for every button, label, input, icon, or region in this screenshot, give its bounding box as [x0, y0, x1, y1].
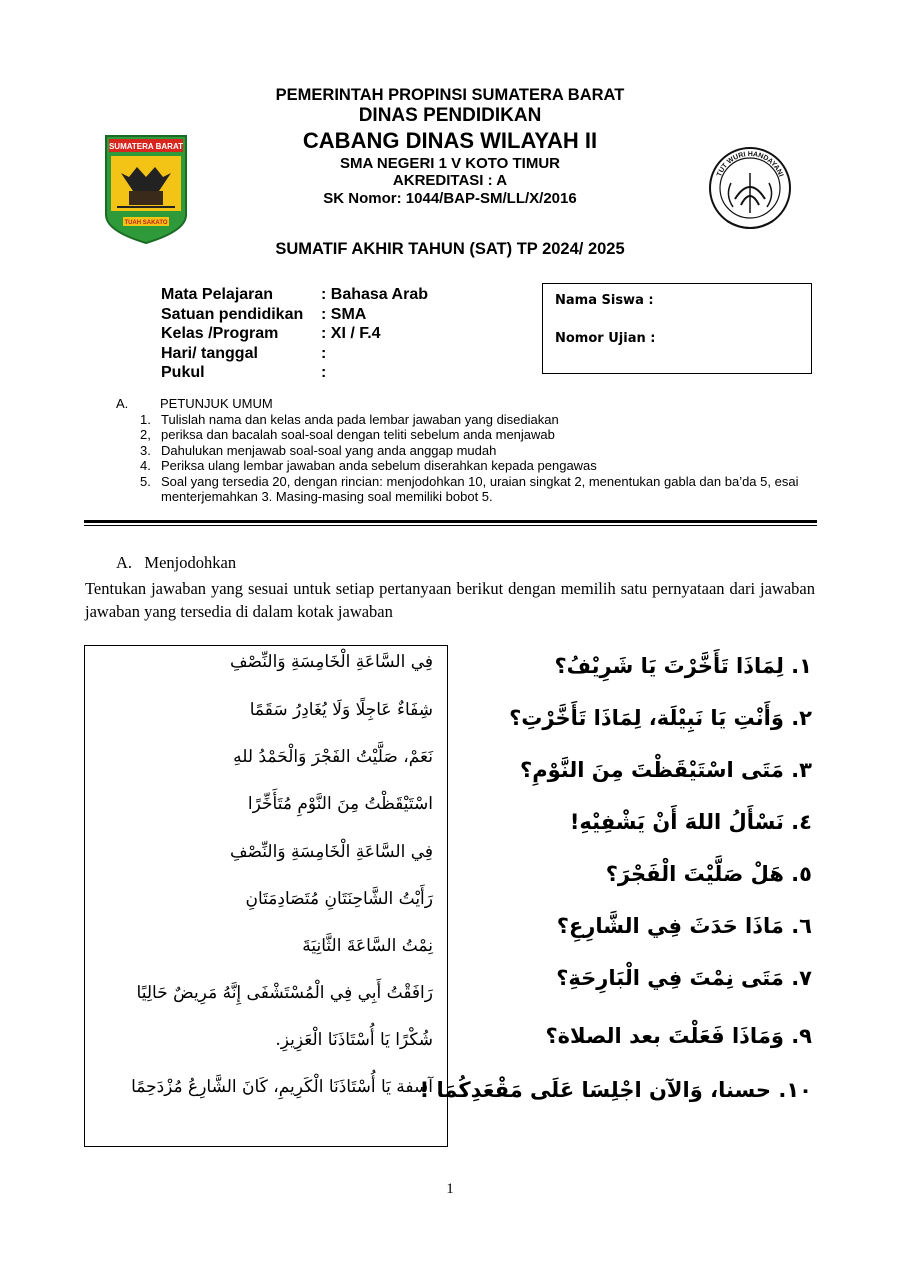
list-item-text: periksa dan bacalah soal-soal dengan teliti sebelum anda menjawab	[161, 427, 555, 442]
list-item	[116, 412, 816, 428]
branch-office-name: CABANG DINAS WILAYAH II	[302, 127, 598, 153]
accreditation: AKREDITASI : A	[392, 172, 508, 190]
answer-option: اسْتَيْقَظْتُ مِنَ النَّوْمِ مُتَأَخِّرًا	[247, 794, 433, 814]
info-value: : XI / F.4	[321, 325, 381, 342]
info-label: Kelas /Program	[161, 325, 279, 342]
info-label: Mata Pelajaran	[161, 286, 274, 303]
info-value: :	[321, 364, 327, 381]
question-item: ٥. هَلْ صَلَّيْتَ الْفَجْرَ؟	[605, 862, 812, 886]
exam-info	[161, 285, 428, 383]
info-value: : SMA	[321, 305, 367, 323]
student-name-label: Nama Siswa :	[555, 293, 654, 308]
exam-title: SUMATIF AKHIR TAHUN (SAT) TP 2024/ 2025	[275, 240, 625, 258]
instructions-title: PETUNJUK UMUM	[160, 396, 273, 411]
instructions-letter: A.	[116, 396, 129, 411]
question-item: ٣. مَتَى اسْتَيْقَظْتَ مِنَ النَّوْمِ؟	[520, 758, 812, 782]
department-name: DINAS PENDIDIKAN	[358, 104, 542, 126]
answer-option: رَافَقْتُ أَبِي فِي الْمُسْتَشْفَى إِنَّهُ مَرِيضٌ حَالِيًا	[136, 983, 433, 1003]
list-item-number: 3.	[140, 442, 151, 458]
svg-text:TUAH SAKATO: TUAH SAKATO	[124, 220, 168, 226]
list-item-number: 5.	[140, 473, 151, 489]
question-item: ١٠. حسنا، وَالآن اجْلِسَا عَلَى مَقْعَدِكُمَا !	[419, 1078, 812, 1102]
divider	[84, 520, 817, 523]
svg-text:TUT WURI HANDAYANI: TUT WURI HANDAYANI	[715, 150, 785, 178]
question-item: ٧. مَتَى نِمْتَ فِي الْبَارِحَةِ؟	[556, 966, 812, 990]
info-row-class	[161, 324, 428, 344]
list-item-text: Dahulukan menjawab soal-soal yang anda anggap mudah	[161, 442, 497, 458]
student-identity-box	[542, 283, 812, 374]
list-item	[116, 474, 816, 505]
section-title: A. Menjodohkan	[116, 553, 237, 572]
info-row-unit	[161, 305, 428, 325]
answer-option: آسفة يَا أُسْتَاذَنَا الْكَرِيمِ، كَانَ الشَّارِعُ مُزْدَحِمًا	[131, 1077, 433, 1097]
page-number: 1	[446, 1181, 454, 1197]
decree-number: SK Nomor: 1044/BAP-SM/LL/X/2016	[323, 189, 577, 207]
answer-option: نَعَمْ، صَلَّيْتُ الفَجْرَ وَالْحَمْدُ للهِ	[233, 747, 433, 767]
svg-text:SUMATERA BARAT: SUMATERA BARAT	[108, 142, 184, 151]
school-name: SMA NEGERI 1 V KOTO TIMUR	[339, 155, 561, 173]
answer-option: فِي السَّاعَةِ الْخَامِسَةِ وَالنِّصْفِ	[229, 842, 433, 862]
question-item: ٦. مَاذَا حَدَثَ فِي الشَّارِعِ؟	[556, 914, 812, 938]
answer-option: فِي السَّاعَةِ الْخَامِسَةِ وَالنِّصْفِ	[229, 652, 433, 672]
info-row-date	[161, 344, 428, 364]
instructions-heading	[116, 396, 816, 412]
answer-box	[84, 645, 448, 1147]
answer-option: نِمْتُ السَّاعَةَ الثَّانِيَةَ	[302, 936, 433, 956]
question-item: ٢. وَأَنْتِ يَا نَبِيْلَة، لِمَاذَا تَأَخَّرْتِ؟	[509, 706, 812, 730]
info-row-time	[161, 363, 428, 383]
info-value: :	[321, 344, 327, 362]
list-item-text: Soal yang tersedia 20, dengan rincian: menjodohkan 10, uraian singkat 2, menentukan gabla dan ba’da 5, esai menterjemahkan 3. Masing-masing soal memiliki bobot 5.	[161, 473, 799, 504]
letterhead	[0, 86, 900, 207]
info-row-subject	[161, 285, 428, 305]
info-label: Satuan pendidikan	[161, 305, 304, 323]
list-item	[116, 427, 816, 443]
list-item-number: 4.	[140, 458, 151, 473]
question-item: ١. لِمَاذَا تَأَخَّرْتَ يَا شَرِيْفُ؟	[554, 654, 812, 678]
answer-option: رَأَيْتُ الشَّاحِنَتَانِ مُتَصَادِمَتَانِ	[245, 889, 433, 909]
government-name: PEMERINTAH PROPINSI SUMATERA BARAT	[275, 86, 625, 104]
question-item: ٤. نَسْأَلُ اللهَ أَنْ يَشْفِيْهِ!	[569, 810, 812, 834]
answer-option: شِفَاءٌ عَاجِلًا وَلَا يُغَادِرُ سَقَمًا	[249, 700, 433, 720]
list-item	[116, 458, 816, 474]
section-instruction: Tentukan jawaban yang sesuai untuk setiap pertanyaan berikut dengan memilih satu pernyataan dari jawaban jawaban yang tersedia di dalam kotak jawaban	[85, 579, 815, 621]
info-value: : Bahasa Arab	[321, 286, 428, 303]
exam-number-label: Nomor Ujian :	[555, 331, 656, 346]
divider	[84, 525, 817, 526]
list-item-text: Periksa ulang lembar jawaban anda sebelum diserahkan kepada pengawas	[161, 458, 597, 473]
list-item-text: Tulislah nama dan kelas anda pada lembar jawaban yang disediakan	[161, 411, 559, 427]
info-label: Hari/ tanggal	[161, 344, 258, 362]
answer-option: شُكْرًا يَا أُسْتَاذَنَا الْعَزِيزِ.	[275, 1030, 433, 1050]
list-item-number: 2,	[140, 427, 151, 442]
list-item-number: 1.	[140, 411, 151, 427]
list-item	[116, 443, 816, 459]
question-item: ٩. وَمَاذَا فَعَلْتَ بعد الصلاة؟	[545, 1024, 812, 1048]
general-instructions	[116, 396, 816, 505]
info-label: Pukul	[161, 364, 205, 381]
